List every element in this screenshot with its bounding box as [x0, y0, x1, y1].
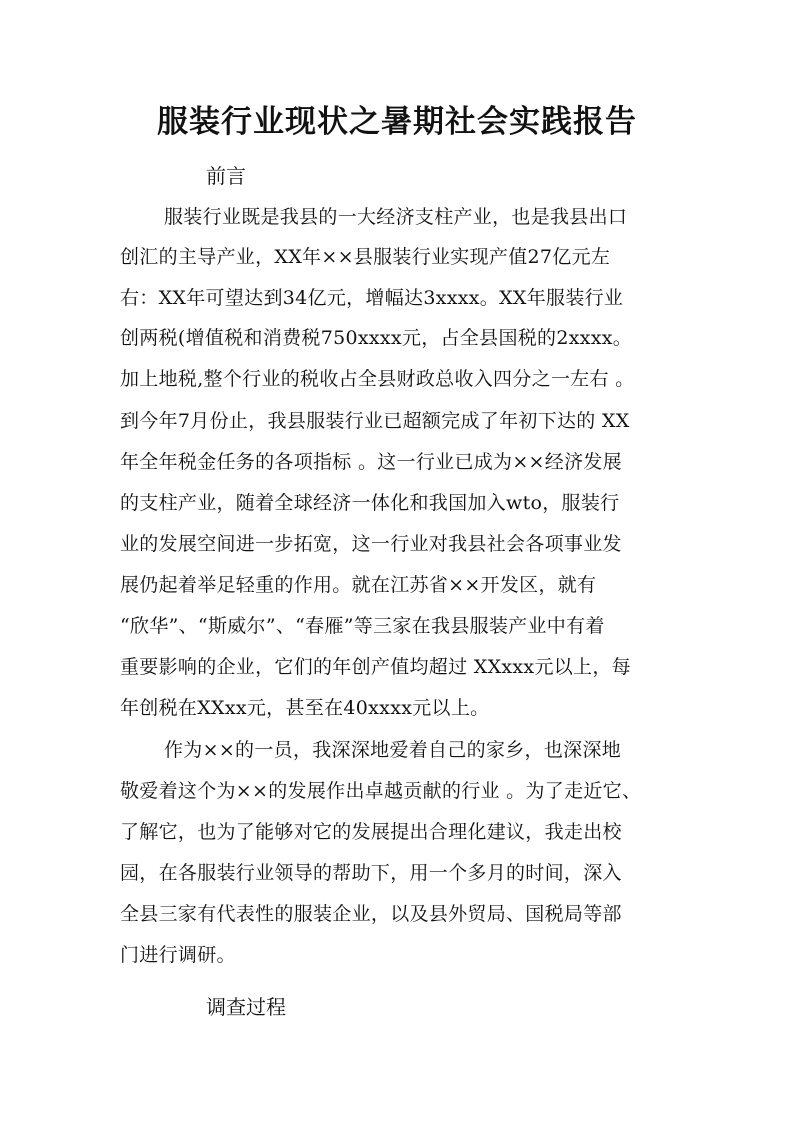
paragraph1-line-12: 重要影响的企业，它们的年创产值均超过 XXxxx元以上，每 — [120, 656, 631, 678]
paragraph1-line-7: 年全年税金任务的各项指标 。这一行业已成为××经济发展 — [120, 451, 622, 473]
preface-heading: 前言 — [206, 164, 246, 188]
paragraph2-line-2: 敬爱着这个为××的发展作出卓越贡献的行业 。为了走近它、 — [120, 780, 642, 802]
paragraph2-line-4: 园，在各服装行业领导的帮助下，用一个多月的时间，深入 — [120, 862, 622, 884]
paragraph1-line-3: 右：XX年可望达到34亿元，增幅达3xxxx。XX年服装行业 — [120, 287, 624, 309]
survey-heading: 调查过程 — [206, 995, 286, 1019]
paragraph1-line-2: 创汇的主导产业，XX年××县服装行业实现产值27亿元左 — [120, 246, 611, 268]
paragraph1-line-4: 创两税(增值税和消费税750xxxx元，占全县国税的2xxxx。 — [120, 327, 633, 349]
paragraph1-line-10: 展仍起着举足轻重的作用。就在江苏省××开发区，就有 — [120, 574, 597, 596]
document-title: 服装行业现状之暑期社会实践报告 — [157, 104, 637, 140]
paragraph1-line-6: 到今年7月份止，我县服装行业已超额完成了年初下达的 XX — [120, 410, 630, 432]
paragraph2-line-1: 作为××的一员，我深深地爱着自己的家乡，也深深地 — [164, 739, 622, 761]
paragraph2-line-3: 了解它，也为了能够对它的发展提出合理化建议，我走出校 — [120, 821, 622, 843]
paragraph1-line-8: 的支柱产业，随着全球经济一体化和我国加入wto，服装行 — [120, 492, 620, 514]
paragraph1-line-5: 加上地税,整个行业的税收占全县财政总收入四分之一左右 。 — [120, 368, 635, 390]
paragraph1-line-9: 业的发展空间进一步拓宽，这一行业对我县社会各项事业发 — [120, 533, 622, 555]
paragraph2-line-5: 全县三家有代表性的服装企业，以及县外贸局、国税局等部 — [120, 903, 622, 925]
paragraph1-line-11: “欣华”、“斯威尔”、“春雁”等三家在我县服装产业中有着 — [120, 615, 605, 637]
paragraph1-line-1: 服装行业既是我县的一大经济支柱产业，也是我县出口 — [164, 206, 628, 228]
paragraph2-line-6: 门进行调研。 — [120, 944, 236, 966]
paragraph1-line-13: 年创税在XXxx元，甚至在40xxxx元以上。 — [120, 697, 490, 719]
